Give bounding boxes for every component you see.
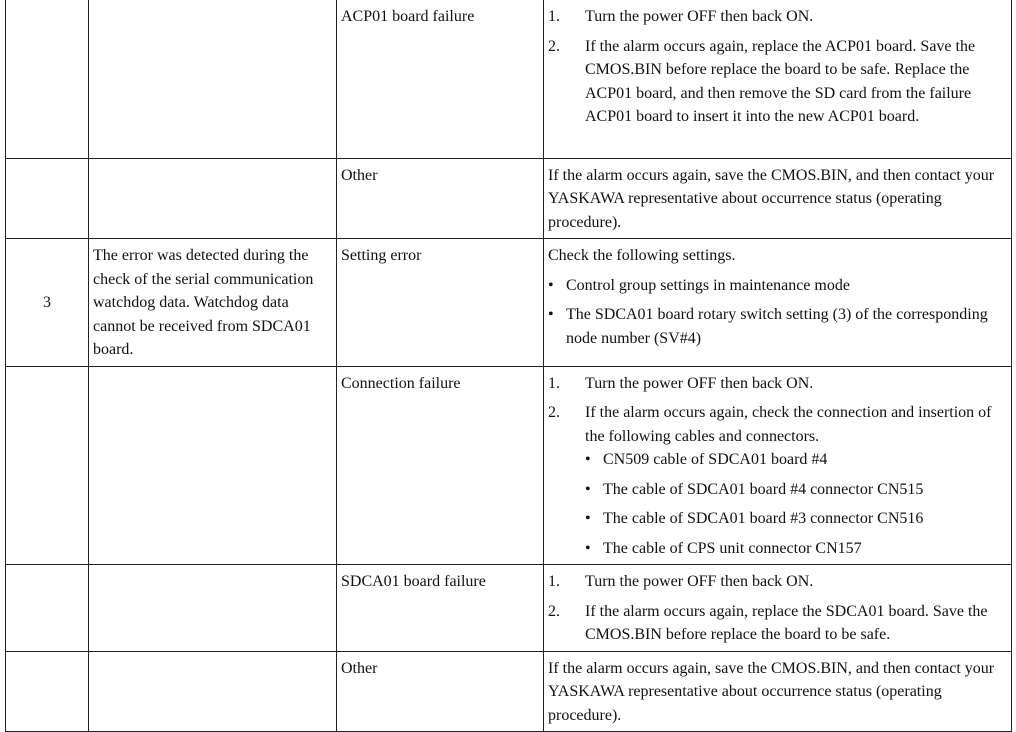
description-cell xyxy=(89,0,337,158)
remedy-cell xyxy=(544,0,1012,158)
description-cell xyxy=(89,366,337,565)
remedy-cell: If the alarm occurs again, save the CMOS.BIN, and then contact your YASKAWA representative about occurrence status (operating procedure). xyxy=(544,158,1012,239)
cause-cell: Other xyxy=(337,158,544,239)
remedy-step: 1. Turn the power OFF then back ON. xyxy=(548,573,814,590)
remedy-step: 1. Turn the power OFF then back ON. xyxy=(548,374,814,392)
table-row xyxy=(6,0,1012,158)
description-cell xyxy=(89,651,337,732)
remedy-step: 2. If the alarm occurs again, replace the ACP01 board. Save the CMOS.BIN before replace the board to be safe. Replace the ACP01 board, and then remove the SD card from the failure ACP01 board to insert it into the new ACP01 board. xyxy=(548,37,976,125)
cable-list xyxy=(585,448,1007,560)
cable-bullet: • CN509 cable of SDCA01 board #4 xyxy=(585,451,828,468)
remedy-step: 1. Turn the power OFF then back ON. xyxy=(548,8,814,25)
number-cell xyxy=(6,565,89,652)
cause-cell: Connection failure xyxy=(337,366,544,565)
number-cell xyxy=(6,366,89,565)
remedy-bullet: • The SDCA01 board rotary switch setting (3) of the corresponding node number (SV#4) xyxy=(548,306,988,347)
table-row xyxy=(6,565,1012,652)
table-row xyxy=(6,366,1012,565)
remedy-bullet: • Control group settings in maintenance mode xyxy=(548,276,850,294)
alarm-remedy-table xyxy=(5,0,1012,732)
table-row xyxy=(6,239,1012,367)
remedy-cell xyxy=(544,565,1012,652)
number-cell xyxy=(6,651,89,732)
number-cell: 3 xyxy=(6,239,89,367)
description-cell xyxy=(89,565,337,652)
table-row xyxy=(6,158,1012,239)
remedy-step: 2. If the alarm occurs again, check the connection and insertion of the following cables and connectors. • CN509 cable of SDCA01 board #4 • The cable of SDCA01 board #4 connector CN515 • The cable of SDCA01 board #3 connector CN516 • The cable of CPS unit connector CN157 xyxy=(548,401,1007,560)
cause-cell: Other xyxy=(337,651,544,732)
cause-cell: SDCA01 board failure xyxy=(337,565,544,652)
remedy-text: Check the following settings. xyxy=(548,247,736,264)
remedy-step: 2. If the alarm occurs again, replace the SDCA01 board. Save the CMOS.BIN before replace the board to be safe. xyxy=(548,602,988,643)
cause-cell: Setting error xyxy=(337,239,544,367)
cable-bullet: • The cable of SDCA01 board #4 connector CN515 xyxy=(585,480,924,498)
table-row xyxy=(6,651,1012,732)
description-cell: The error was detected during the check of the serial communication watchdog data. Watchdog data cannot be received from SDCA01 board. xyxy=(89,239,337,367)
number-cell xyxy=(6,158,89,239)
number-cell xyxy=(6,0,89,158)
remedy-cell: If the alarm occurs again, save the CMOS.BIN, and then contact your YASKAWA representative about occurrence status (operating procedure). xyxy=(544,651,1012,732)
cable-bullet: • The cable of CPS unit connector CN157 xyxy=(585,539,862,557)
description-cell xyxy=(89,158,337,239)
remedy-cell xyxy=(544,239,1012,367)
cause-cell: ACP01 board failure xyxy=(337,0,544,158)
cable-bullet: • The cable of SDCA01 board #3 connector CN516 xyxy=(585,510,924,527)
remedy-cell xyxy=(544,366,1012,565)
